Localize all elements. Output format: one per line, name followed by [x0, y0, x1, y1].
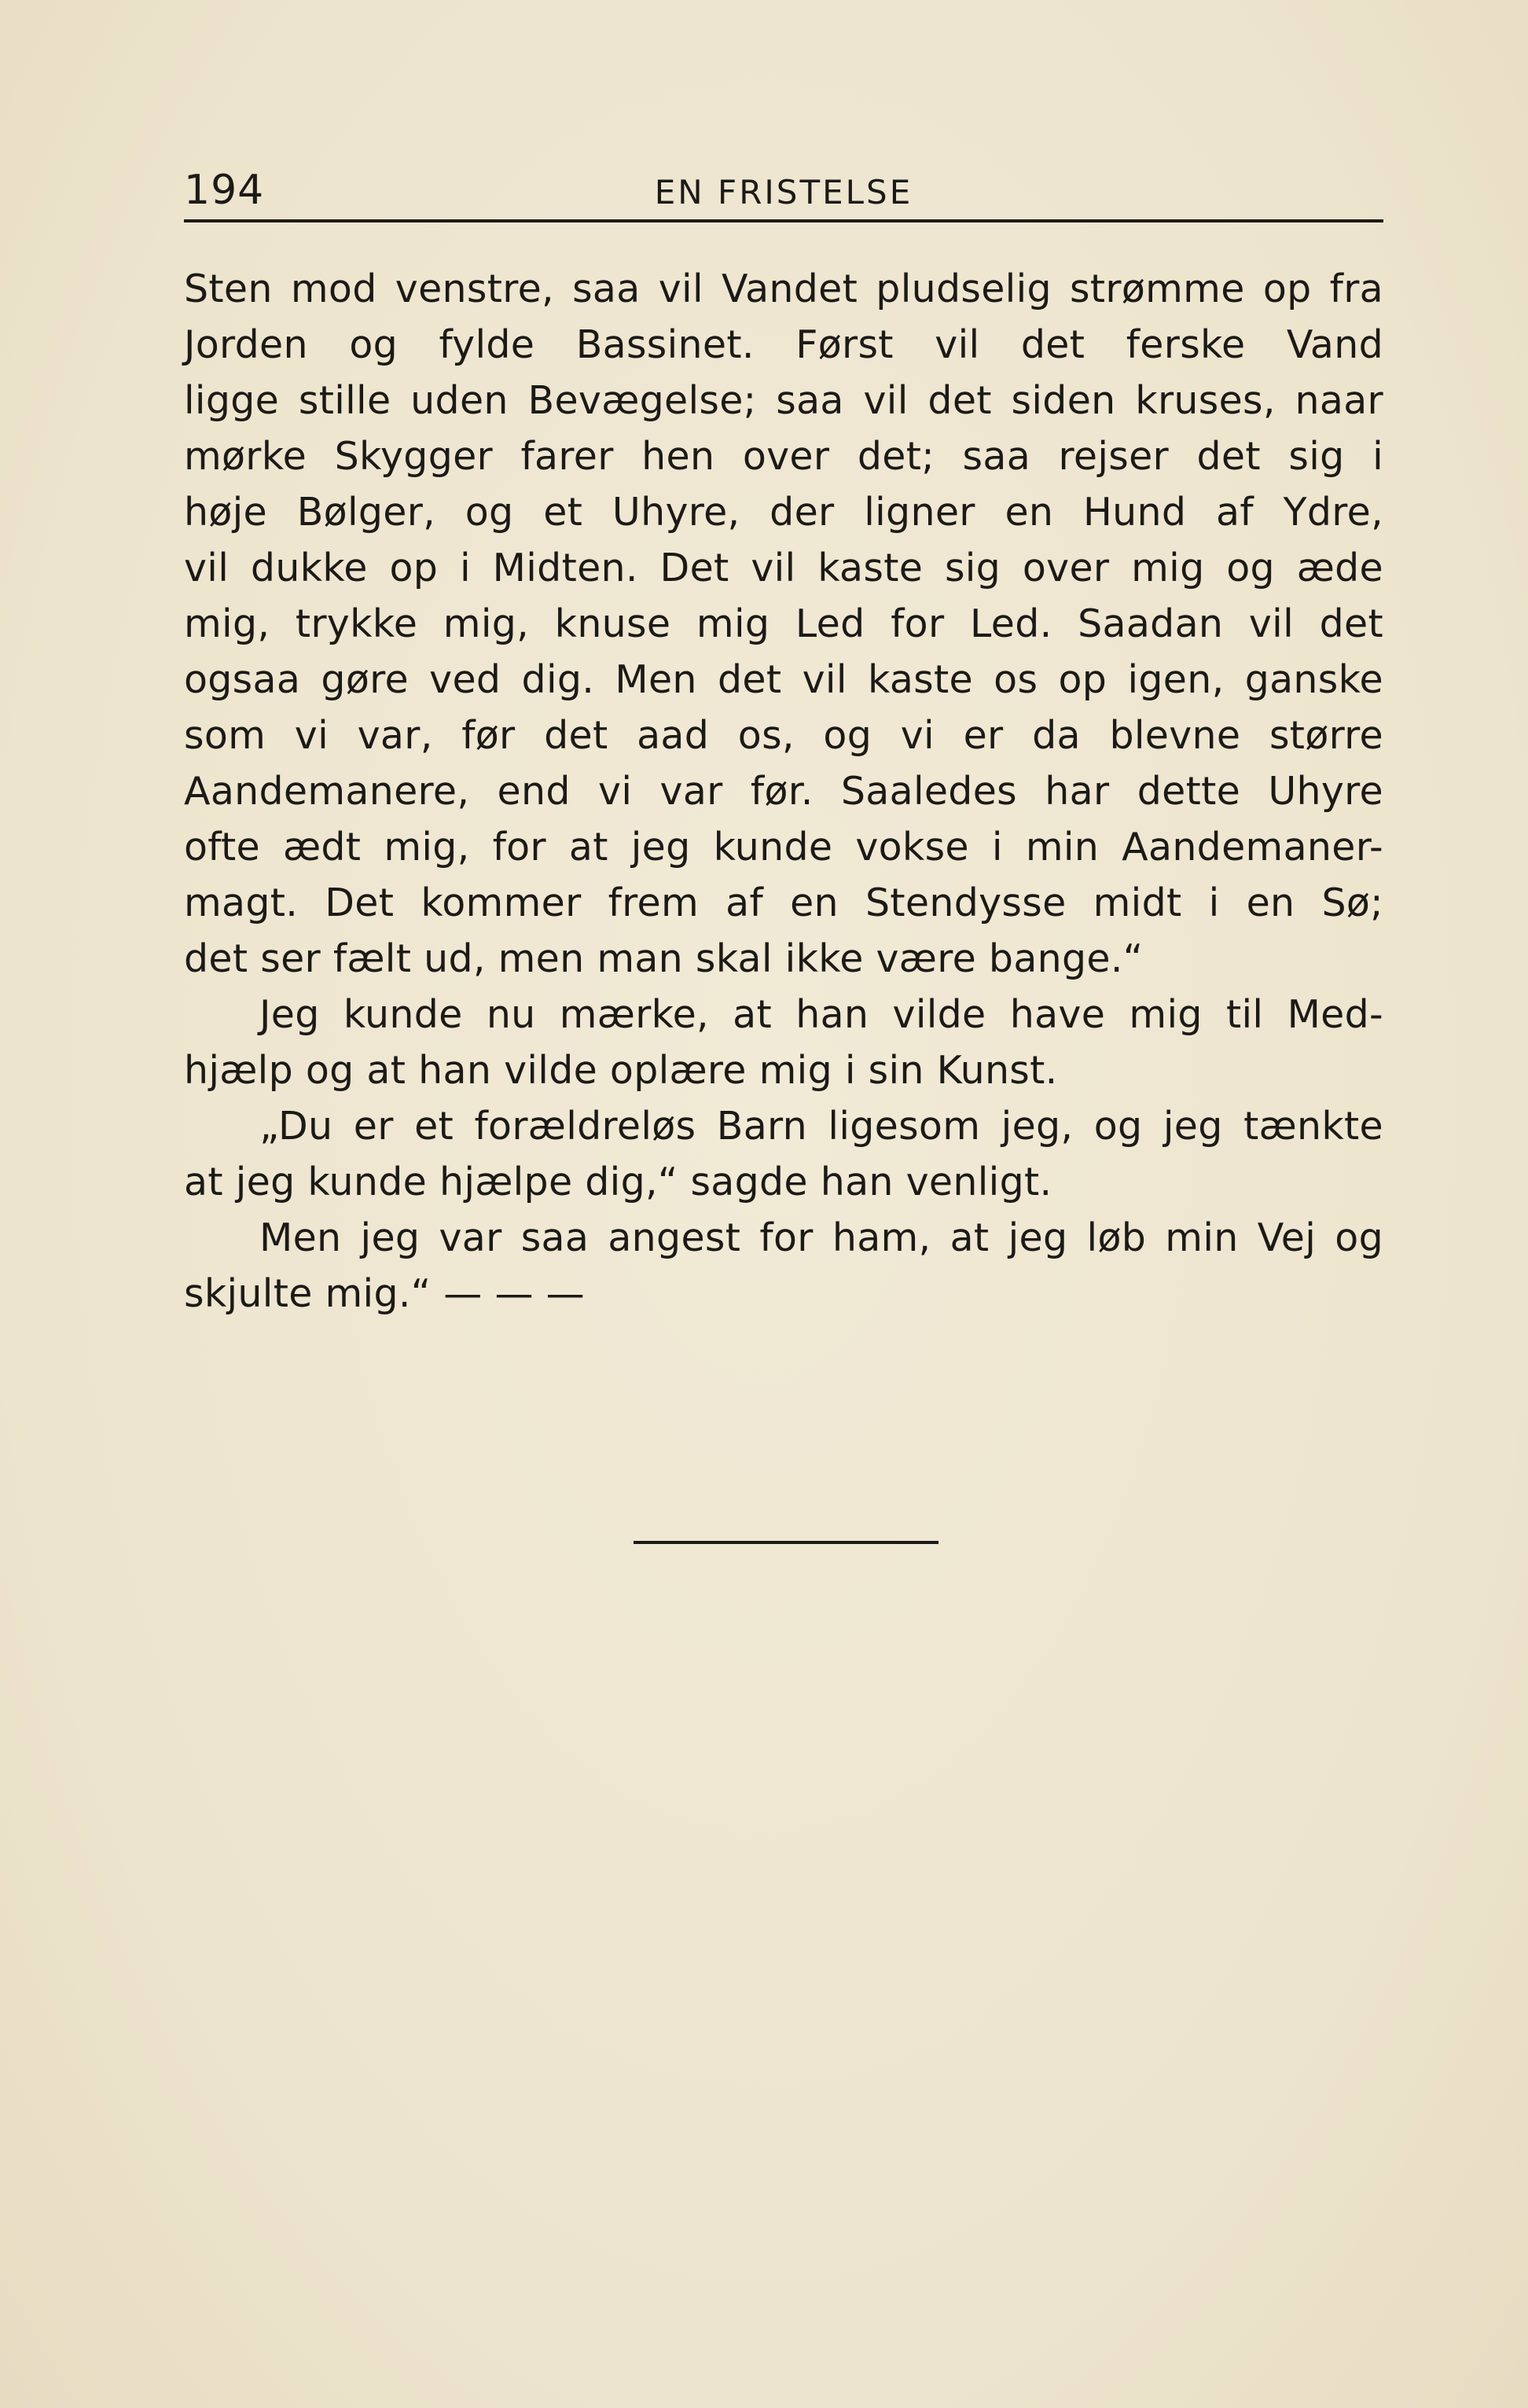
text-line: som vi var, før det aad os, og vi er da blevne større: [184, 713, 1383, 758]
section-end-rule: [634, 1541, 938, 1544]
text-line: Jorden og fylde Bassinet. Først vil det ferske Vand: [184, 322, 1383, 367]
text-line: ofte ædt mig, for at jeg kunde vokse i min Aandemaner-: [184, 825, 1383, 869]
text-line: hjælp og at han vilde oplære mig i sin Kunst.: [184, 1048, 1058, 1093]
text-line: høje Bølger, og et Uhyre, der ligner en Hund af Ydre,: [184, 490, 1383, 535]
text-line: Jeg kunde nu mærke, at han vilde have mig til Med-: [259, 992, 1383, 1037]
running-title: EN FRISTELSE: [654, 173, 913, 211]
page-number: 194: [184, 167, 265, 214]
text-line: „Du er et forældreløs Barn ligesom jeg, og jeg tænkte: [259, 1104, 1383, 1149]
text-line: magt. Det kommer frem af en Stendysse midt i en Sø;: [184, 880, 1383, 925]
text-line: vil dukke op i Midten. Det vil kaste sig over mig og æde: [184, 546, 1383, 590]
text-line: at jeg kunde hjælpe dig,“ sagde han venligt.: [184, 1160, 1052, 1204]
text-line: det ser fælt ud, men man skal ikke være bange.“: [184, 936, 1144, 981]
text-line: ligge stille uden Bevægelse; saa vil det siden kruses, naar: [184, 378, 1383, 423]
text-line: Sten mod venstre, saa vil Vandet pludselig strømme op fra: [184, 267, 1383, 311]
body-text: [184, 261, 1383, 1322]
text-line: Aandemanere, end vi var før. Saaledes har dette Uhyre: [184, 769, 1383, 814]
text-line: skjulte mig.“ — — —: [184, 1271, 585, 1316]
text-line: ogsaa gøre ved dig. Men det vil kaste os op igen, ganske: [184, 657, 1383, 702]
text-line: mørke Skygger farer hen over det; saa rejser det sig i: [184, 434, 1383, 479]
header-rule: [184, 219, 1383, 222]
text-line: Men jeg var saa angest for ham, at jeg løb min Vej og: [259, 1215, 1383, 1260]
page-header: [184, 164, 1383, 223]
text-line: mig, trykke mig, knuse mig Led for Led. Saadan vil det: [184, 601, 1383, 646]
